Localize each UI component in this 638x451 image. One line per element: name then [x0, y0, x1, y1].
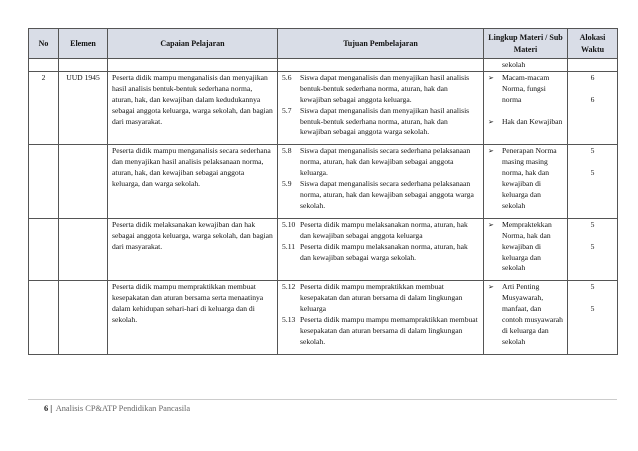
footer-rule: [28, 399, 617, 400]
cell-tujuan: [278, 218, 484, 281]
tujuan-item: [282, 242, 479, 264]
header-capaian: Capaian Pelajaran: [108, 29, 278, 59]
tujuan-list: [282, 73, 479, 138]
arrow-bullet-icon: ➢: [488, 147, 494, 156]
materi-item: [488, 146, 563, 211]
alokasi-value: 5: [590, 241, 595, 251]
tujuan-text: Peserta didik mampu mampu memampraktikkan membuat kesepakatan dan aturan bersama di dalam lingkungan sekolah.: [300, 315, 478, 346]
header-alokasi: Alokasi Waktu: [568, 29, 618, 59]
materi-item: [488, 282, 563, 347]
tujuan-number: 5.10: [282, 219, 296, 229]
cell-elemen: [59, 281, 108, 354]
arrow-bullet-icon: ➢: [488, 73, 494, 82]
cell-tujuan: [278, 71, 484, 144]
materi-text: Hak dan Kewajiban: [502, 116, 563, 126]
arrow-bullet-icon: ➢: [488, 220, 494, 229]
tujuan-item: [282, 73, 479, 106]
alokasi-value: 6: [590, 94, 595, 104]
cell-no: [29, 145, 59, 218]
table-row: [29, 281, 618, 354]
header-lingkup: Lingkup Materi / Sub Materi: [484, 29, 568, 59]
footer-text: Analisis CP&ATP Pendidikan Pancasila: [55, 404, 191, 413]
materi-text: Macam-macam Norma, fungsi norma: [502, 72, 550, 104]
cell-tujuan: [278, 281, 484, 354]
materi-list: [488, 146, 563, 211]
tujuan-text: Siswa dapat menganalisis secara sederhana pelaksanaan norma, aturan, hak dan kewajiban sebagai anggota warga sekolah.: [300, 179, 474, 210]
tujuan-list: [282, 220, 479, 264]
alokasi-value: 5: [590, 282, 595, 292]
cell-no: [29, 71, 59, 144]
tujuan-number: 5.8: [282, 146, 292, 156]
tujuan-number: 5.11: [282, 241, 296, 251]
materi-list: [488, 73, 563, 128]
page-footer: [44, 404, 190, 413]
alokasi-value: 6: [590, 72, 595, 82]
table-row: [29, 218, 618, 281]
tujuan-number: 5.12: [282, 282, 296, 292]
cell-lingkup: [484, 218, 568, 281]
cell-elemen: [59, 218, 108, 281]
cell-alokasi: [568, 218, 618, 281]
capaian-text: Peserta didik mampu mempraktikkan membuat kesepakatan dan aturan bersama serta menaatinya dalam kehidupan sehari-hari di keluarga dan di sekolah.: [112, 282, 264, 325]
tujuan-text: Peserta didik mampu mempraktikkan membuat kesepakatan dan aturan bersama di dalam lingkungan keluarga: [300, 282, 463, 314]
tujuan-list: [282, 282, 479, 347]
capaian-text: Peserta didik mampu menganalisis secara sederhana dan menyajikan hasil analisis pelaksanaan norma, aturan, hak, dan kewajiban sebagai anggota keluarga, dan warga sekolah.: [112, 146, 271, 189]
tujuan-number: 5.7: [282, 105, 292, 115]
tujuan-item: [282, 282, 479, 315]
cell-capaian: [108, 145, 278, 218]
tujuan-text: Siswa dapat menganalisis secara sederhana pelaksanaan norma, aturan, hak dan kewajiban sebagai anggota keluarga.: [300, 146, 471, 178]
materi-list: [488, 220, 563, 275]
tujuan-item: [282, 315, 479, 348]
materi-item: [488, 117, 563, 128]
alokasi-value: 5: [590, 219, 595, 229]
capaian-text: Peserta didik melaksanakan kewajiban dan hak sebagai anggota keluarga, warga sekolah, dan bagian dari masyarakat.: [112, 219, 273, 251]
cell-alokasi: [568, 145, 618, 218]
row-number: 2: [41, 72, 46, 82]
header-no: No: [29, 29, 59, 59]
page-number: 6: [44, 404, 49, 413]
tujuan-text: Peserta didik mampu melaksanakan norma, aturan, hak dan kewajiban sebagai warga sekolah.: [300, 241, 468, 262]
capaian-text: Peserta didik mampu menganalisis dan menyajikan hasil analisis bentuk-bentuk sederhana norma, aturan, hak, dan kewajiban dalam kedudukannya sebagai anggota keluarga, warga sekolah, dan bagian dari masyarakat.: [112, 72, 273, 126]
tujuan-item: [282, 106, 479, 139]
tujuan-number: 5.6: [282, 72, 292, 82]
materi-item: [488, 73, 563, 106]
continuation-row: [29, 59, 618, 72]
tujuan-number: 5.13: [282, 315, 296, 325]
materi-list: [488, 282, 563, 347]
cell-capaian: [108, 218, 278, 281]
header-elemen: Elemen: [59, 29, 108, 59]
tujuan-text: Peserta didik mampu melaksanakan norma, aturan, hak dan kewajiban sebagai anggota keluarga: [300, 219, 468, 240]
cell-lingkup: [484, 145, 568, 218]
materi-text: Penerapan Norma masing masing norma, hak dan kewajiban di keluarga dan sekolah: [502, 146, 557, 210]
cell-alokasi: [568, 281, 618, 354]
tujuan-text: Siswa dapat menganalisis dan menyajikan hasil analisis bentuk-bentuk sederhana norma, aturan, hak dan kewajiban sebagai anggota keluarga.: [300, 72, 470, 104]
footer-separator: |: [50, 404, 53, 413]
cell-lingkup: [484, 71, 568, 144]
header-tujuan: Tujuan Pembelajaran: [278, 29, 484, 59]
materi-text: Arti Penting Musyawarah, manfaat, dan contoh musyawarah di keluarga dan sekolah: [502, 282, 563, 346]
cell-lingkup: [484, 281, 568, 354]
table-header-row: [29, 29, 618, 59]
materi-item: [488, 220, 563, 275]
tujuan-number: 5.9: [282, 179, 292, 189]
cell-elemen: [59, 71, 108, 144]
tujuan-item: [282, 220, 479, 242]
curriculum-table: [28, 28, 618, 355]
tujuan-item: [282, 146, 479, 179]
tujuan-text: Siswa dapat menganalisis dan menyajikan hasil analisis bentuk-bentuk sederhana norma, aturan, hak dan kewajiban sebagai anggota warga sekolah.: [300, 105, 470, 137]
arrow-bullet-icon: ➢: [488, 117, 494, 126]
cell-no: [29, 281, 59, 354]
table-row: [29, 71, 618, 144]
cell-alokasi: [568, 71, 618, 144]
cell-no: [29, 218, 59, 281]
materi-text: Mempraktekkan Norma, hak dan kewajiban di keluarga dan sekolah: [502, 219, 552, 273]
table-row: [29, 145, 618, 218]
cell-capaian: [108, 281, 278, 354]
cell-tujuan: [278, 145, 484, 218]
alokasi-value: 5: [590, 168, 595, 178]
cell-elemen: [59, 145, 108, 218]
continuation-text: sekolah: [502, 60, 526, 69]
alokasi-value: 5: [590, 304, 595, 314]
cell-capaian: [108, 71, 278, 144]
tujuan-item: [282, 179, 479, 212]
elemen-text: UUD 1945: [66, 72, 100, 82]
alokasi-value: 5: [590, 146, 595, 156]
tujuan-list: [282, 146, 479, 211]
arrow-bullet-icon: ➢: [488, 283, 494, 292]
